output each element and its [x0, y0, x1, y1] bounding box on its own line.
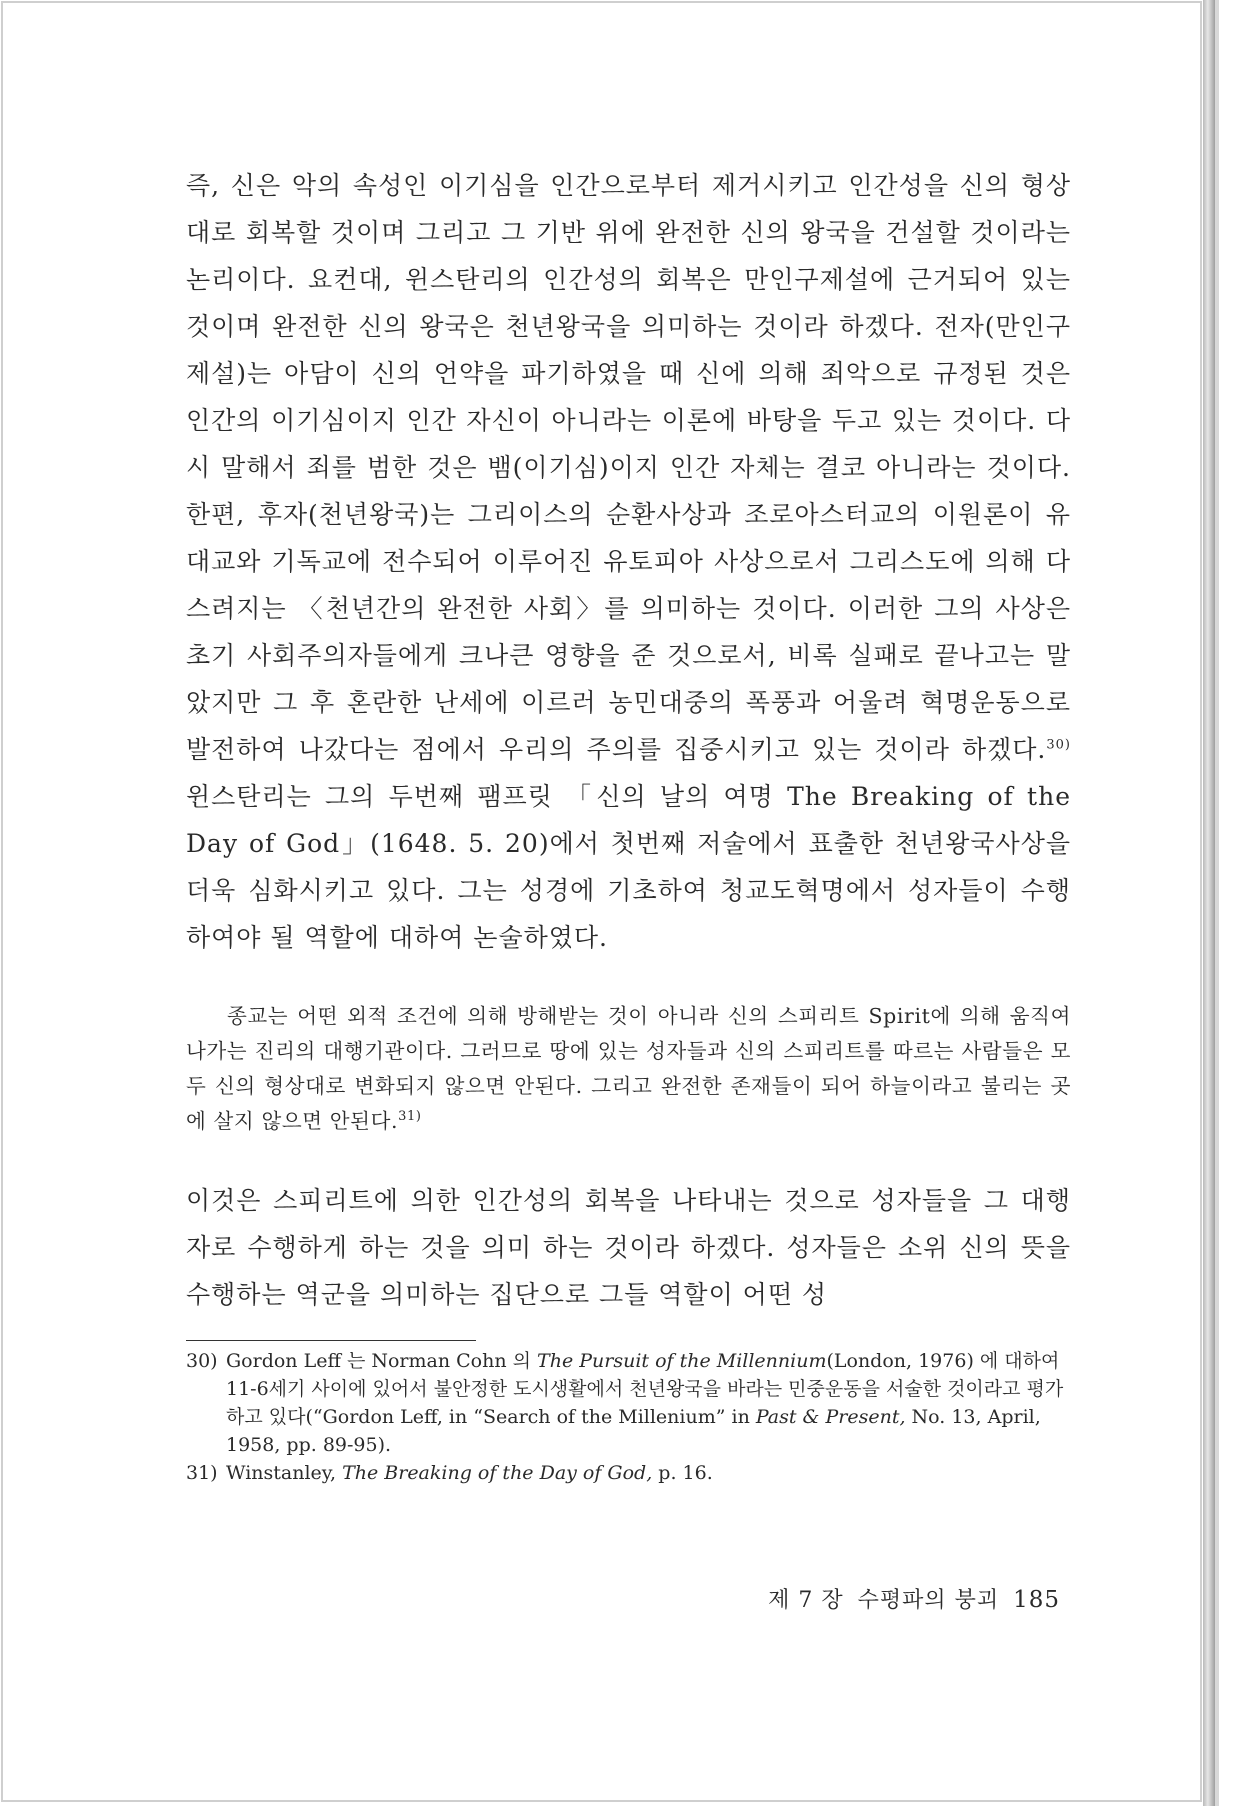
page-number: 185	[1013, 1587, 1060, 1613]
footnote-book-title: The Pursuit of the Millennium	[537, 1350, 827, 1372]
footnote-number: 31)	[186, 1462, 218, 1484]
footnote-text	[226, 1459, 1071, 1487]
footnote-number: 30)	[186, 1350, 218, 1372]
footnote-text-part: Winstanley,	[226, 1462, 343, 1484]
chapter-title: 수평파의 붕괴	[857, 1588, 1000, 1613]
footnote-text	[226, 1347, 1071, 1459]
footnote-text-part: p. 16.	[652, 1462, 713, 1484]
footnote-31	[186, 1459, 1071, 1487]
running-footer	[710, 1583, 1060, 1614]
body-text: 즉, 신은 악의 속성인 이기심을 인간으로부터 제거시키고 인간성을 신의 형상대로 회복할 것이며 그리고 그 기반 위에 완전한 신의 왕국을 건설할 것이라는 논리이다. 요컨대, 윈스탄리의 인간성의 회복은 만인구제설에 근거되어 있는 것이며 완전한 신의 왕국은 천년왕국을 의미하는 것이라 하겠다. 전자(만인구제설)는 아담이 신의 언약을 파기하였을 때 신에 의해 죄악으로 규정된 것은 인간의 이기심이지 인간 자신이 아니라는 이론에 바탕을 두고 있는 것이다. 다시 말해서 죄를 범한 것은 뱀(이기심)이지 인간 자체는 결코 아니라는 것이다. 한편, 후자(천년왕국)는 그리이스의 순환사상과 조로아스터교의 이원론이 유대교와 기독교에 전수되어 이루어진 유토피아 사상으로서 그리스도에 의해 다스려지는 〈천년간의 완전한 사회〉를 의미하는 것이다. 이러한 그의 사상은 초기 사회주의자들에게 크나큰 영향을 준 것으로서, 비록 실패로 끝나고는 말았지만 그 후 혼란한 난세에 이르러 농민대중의 폭풍과 어울려 혁명운동으로 발전하여 나갔다는 점에서 우리의 주의를 집중시키고 있는 것이라 하겠다.	[186, 171, 1071, 764]
body-paragraph	[186, 162, 1071, 961]
footnote-journal-title: Past & Present,	[755, 1406, 906, 1428]
body-text-continued: 윈스탄리는 그의 두번째 팸프릿 「신의 날의 여명 The Breaking of the Day of God」(1648. 5. 20)에서 첫번째 저술에서 표출한 천년왕국사상을 더욱 심화시키고 있다. 그는 성경에 기초하여 청교도혁명에서 성자들이 수행하여야 될 역할에 대하여 논술하였다.	[186, 782, 1071, 952]
footnote-text-part: (London, 1976) 에 대하여 11-6세기 사이에 있어서 불안정한 도시생활에서 천년왕국을 바라는 민중운동을 서술한 것이라고 평가하고 있다(“Gordon Leff, in “Search of the Millenium” in	[226, 1350, 1064, 1428]
footnote-text-part: No. 13, April, 1958, pp. 89-95).	[226, 1406, 1041, 1456]
body-paragraph-text	[186, 162, 1071, 961]
footnote-divider	[186, 1340, 476, 1341]
footnotes	[186, 1347, 1071, 1487]
footnote-ref-30: 30)	[1046, 737, 1071, 753]
footnote-30	[186, 1347, 1071, 1459]
closing-paragraph	[186, 1177, 1071, 1318]
footnote-book-title: The Breaking of the Day of God,	[342, 1462, 653, 1484]
quote-text: 종교는 어떤 외적 조건에 의해 방해받는 것이 아니라 신의 스피리트 Spirit에 의해 움직여 나가는 진리의 대행기관이다. 그러므로 땅에 있는 성자들과 신의 스피리트를 따르는 사람들은 모두 신의 형상대로 변화되지 않으면 안된다. 그리고 완전한 존재들이 되어 하늘이라고 불리는 곳에 살지 않으면 안된다.	[186, 1004, 1071, 1133]
page-edge-shadow-2	[1215, 0, 1219, 1806]
page-edge-shadow	[1203, 0, 1215, 1806]
footnote-text-part: Gordon Leff 는 Norman Cohn 의	[226, 1350, 538, 1372]
page-content	[186, 162, 1071, 1487]
block-quote	[186, 999, 1071, 1139]
closing-paragraph-text: 이것은 스피리트에 의한 인간성의 회복을 나타내는 것으로 성자들을 그 대행자로 수행하게 하는 것을 의미 하는 것이라 하겠다. 성자들은 소위 신의 뜻을 수행하는 역군을 의미하는 집단으로 그들 역할이 어떤 성	[186, 1186, 1071, 1309]
footnote-ref-31: 31)	[398, 1109, 422, 1125]
chapter-number: 제 7 장	[768, 1588, 844, 1613]
